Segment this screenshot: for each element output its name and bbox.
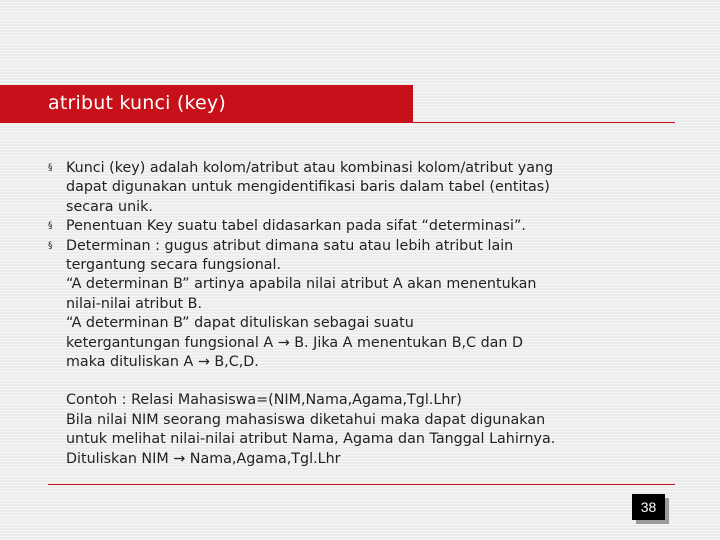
bullet-icon: §	[48, 240, 53, 251]
text-line: ketergantungan fungsional A → B. Jika A menentukan B,C dan D	[66, 334, 524, 351]
text-line: untuk melihat nilai-nilai atribut Nama, Agama dan Tanggal Lahirnya.	[66, 431, 556, 448]
text-line: Contoh : Relasi Mahasiswa=(NIM,Nama,Agama,Tgl.Lhr)	[66, 392, 462, 409]
text-line: Bila nilai NIM seorang mahasiswa diketahui maka dapat digunakan	[66, 411, 546, 428]
text-line: Penentuan Key suatu tabel didasarkan pada sifat “determinasi”.	[66, 218, 526, 235]
bullet-icon: §	[48, 163, 53, 173]
text-line: tergantung secara fungsional.	[66, 257, 282, 274]
text-line: Dituliskan NIM → Nama,Agama,Tgl.Lhr	[66, 450, 341, 467]
text-line: secara unik.	[66, 198, 153, 215]
title-underline	[0, 122, 675, 123]
example-paragraph	[48, 391, 648, 469]
slide-body	[48, 159, 648, 469]
text-line: Kunci (key) adalah kolom/atribut atau kombinasi kolom/atribut yang	[66, 160, 554, 176]
bullet-item	[48, 237, 648, 373]
bullet-icon: §	[48, 221, 53, 232]
text-line: dapat digunakan untuk mengidentifikasi baris dalam tabel (entitas)	[66, 179, 550, 196]
text-line: Determinan : gugus atribut dimana satu atau lebih atribut lain	[66, 237, 514, 254]
bullet-item	[48, 217, 648, 236]
text-line: nilai-nilai atribut B.	[66, 295, 203, 312]
footer-divider	[48, 484, 675, 485]
text-line: “A determinan B” artinya apabila nilai atribut A akan menentukan	[66, 276, 537, 293]
slide-title: atribut kunci (key)	[48, 92, 226, 114]
text-line: “A determinan B” dapat dituliskan sebagai suatu	[66, 315, 414, 332]
paragraph-gap	[48, 372, 648, 391]
bullet-item	[48, 159, 648, 217]
text-line: maka dituliskan A → B,C,D.	[66, 354, 259, 371]
page-number: 38	[632, 494, 665, 520]
